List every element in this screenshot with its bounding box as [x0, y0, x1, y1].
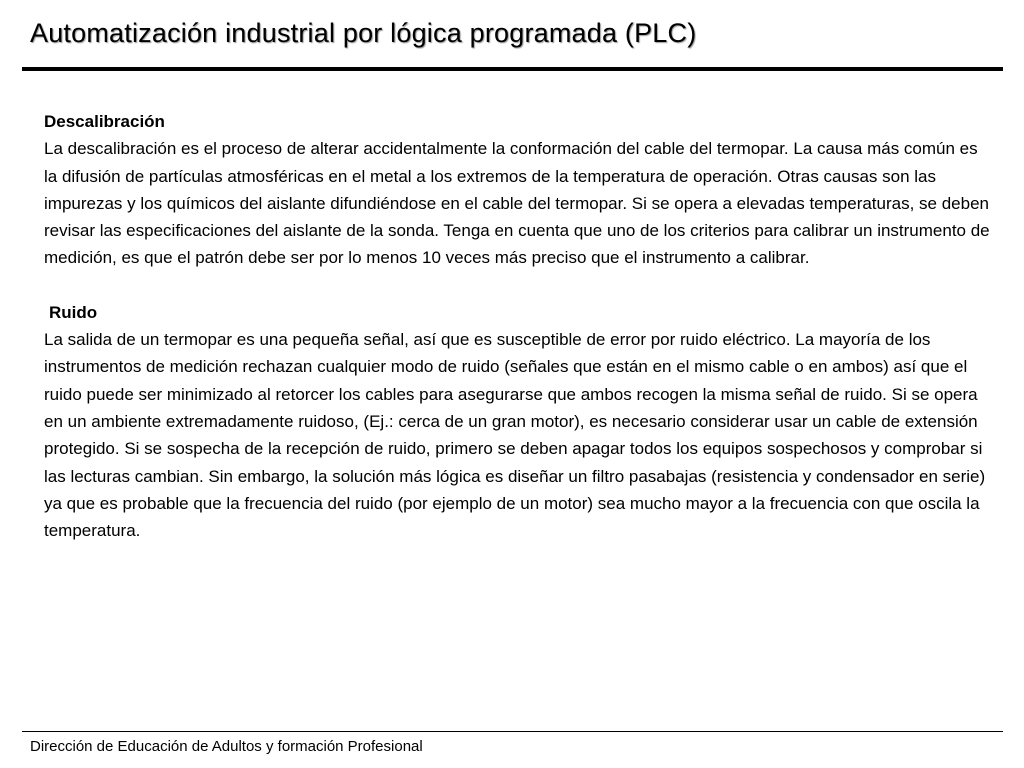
- section-descalibracion: [44, 108, 990, 272]
- footer-divider: [22, 731, 1003, 732]
- slide-title: Automatización industrial por lógica programada (PLC): [30, 18, 697, 48]
- section-heading: Ruido: [49, 302, 98, 322]
- section-ruido: [44, 299, 990, 545]
- section-heading: Descalibración: [44, 112, 165, 131]
- section-spacer: [44, 272, 990, 299]
- slide-content: [44, 108, 990, 544]
- footer-text: Dirección de Educación de Adultos y formación Profesional: [30, 738, 423, 755]
- title-divider: [22, 67, 1003, 71]
- section-body: La descalibración es el proceso de alterar accidentalmente la conformación del cable del termopar. La causa más común es la difusión de partículas atmosféricas en el metal a los extremos de la temperatura de operación. Otras causas son las impurezas y los químicos del aislante difundiéndose en el cable del termopar. Si se opera a elevadas temperaturas, se deben revisar las especificaciones del aislante de la sonda. Tenga en cuenta que uno de los criterios para calibrar un instrumento de medición, es que el patrón debe ser por lo menos 10 veces más preciso que el instrumento a calibrar.: [44, 139, 990, 268]
- section-body: La salida de un termopar es una pequeña señal, así que es susceptible de error por ruido eléctrico. La mayoría de los instrumentos de medición rechazan cualquier modo de ruido (señales que están en el mismo cable o en ambos) así que el ruido puede ser minimizado al retorcer los cables para asegurarse que ambos recogen la misma señal de ruido. Si se opera en un ambiente extremadamente ruidoso, (Ej.: cerca de un gran motor), es necesario considerar usar un cable de extensión protegido. Si se sospecha de la recepción de ruido, primero se deben apagar todos los equipos sospechosos y comprobar si las lecturas cambian. Sin embargo, la solución más lógica es diseñar un filtro pasabajas (resistencia y condensador en serie) ya que es probable que la frecuencia del ruido (por ejemplo de un motor) sea mucho mayor a la frecuencia con que oscila la temperatura.: [44, 330, 986, 541]
